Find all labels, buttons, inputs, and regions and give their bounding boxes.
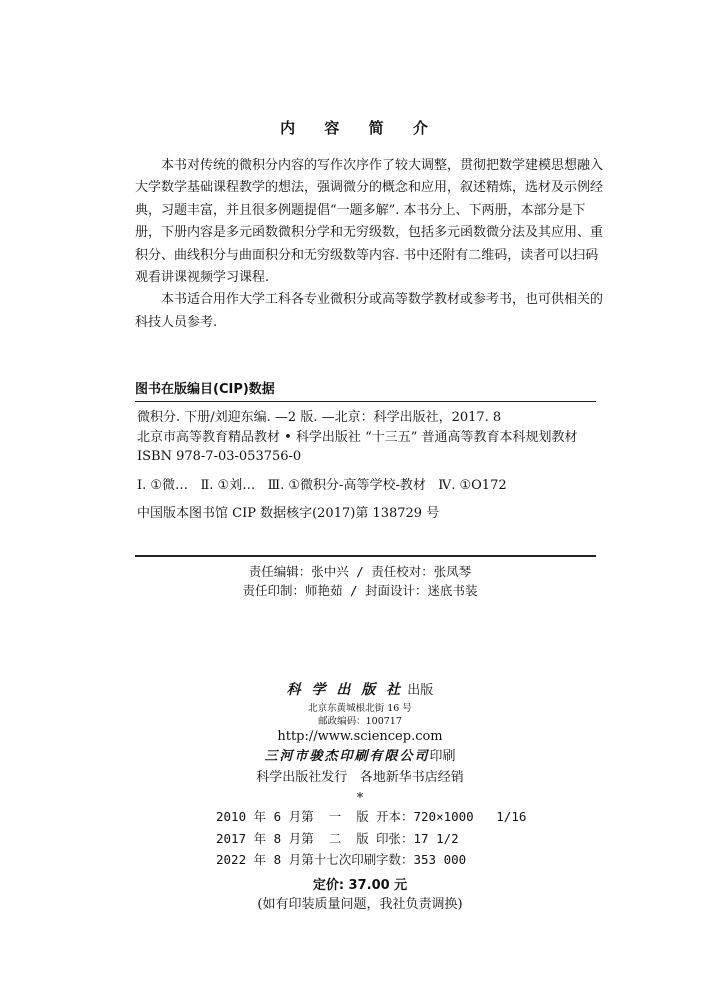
publisher-postcode: 邮政编码：100717 [318,715,402,727]
distribution-line: 科学出版社发行 各地新华书店经销 [256,769,464,785]
edition-date: 2010 年 6 月第 一 版 [216,809,369,824]
separator-star: * [356,790,364,806]
page-title: 内 容 简 介 [280,119,440,137]
edition-detail: 字数：353 000 [376,852,467,867]
edition-row [216,806,526,828]
cip-block [137,408,597,524]
edition-info [216,806,526,871]
publisher-block [0,683,720,806]
credits-editor-line: 责任编辑：张中兴 / 责任校对：张凤琴 [248,564,472,579]
cip-library-number: 中国版本图书馆 CIP 数据核字(2017)第 138729 号 [137,506,440,521]
cip-heading: 图书在版编目(CIP)数据 [135,382,275,397]
publisher-address: 北京东黄城根北街 16 号 [308,702,412,714]
publisher-name: 科 学 出 版 社 [286,682,404,698]
cip-series-line: 北京市高等教育精品教材 • 科学出版社 “十三五” 普通高等教育本科规划教材 [137,429,578,445]
price: 定价: 37.00 元 [312,878,408,893]
printer-name: 三河市骏杰印刷有限公司 [264,748,430,764]
edition-row [216,849,526,871]
edition-row [216,828,526,850]
cip-bottom-rule [135,555,596,557]
quality-notice: (如有印装质量问题，我社负责调换) [257,897,463,912]
cip-top-rule [135,401,596,402]
cip-isbn: ISBN 978-7-03-053756-0 [137,449,302,464]
printer-suffix: 印刷 [429,748,456,764]
editorial-credits [0,562,720,600]
credits-print-line: 责任印制：师艳茹 / 封面设计：迷底书装 [242,583,478,598]
publisher-suffix: 出版 [403,683,434,698]
publisher-url: http://www.sciencep.com [277,728,443,744]
cip-classification: Ⅰ. ①微… Ⅱ. ①刘… Ⅲ. ①微积分-高等学校-教材 Ⅳ. ①O172 [137,477,507,493]
summary-paragraph: 本书适合用作大学工科各专业微积分或高等数学教材或参考书，也可供相关的科技人员参考. [135,292,604,330]
edition-date: 2017 年 8 月第 二 版 [216,830,369,846]
edition-date: 2022 年 8 月第十七次印刷 [216,852,377,867]
summary-paragraph: 本书对传统的微积分内容的写作次序作了较大调整，贯彻把数学建模思想融入大学数学基础课程教学的想法，强调微分的概念和应用，叙述精炼，选材及示例经典，习题丰富，并且很多例题提倡“一题多解”. 本书分上、下两册，本部分是下册，下册内容是多元函数微积分学和无穷级数，包括多元函数微分法及其应用、重积分、曲线积分与曲面积分和无穷级数等内容. 书中还附有二维码，读者可以扫码观看讲课视频学习课程. [135,158,604,286]
edition-detail: 开本：720×1000 1/16 [376,809,527,824]
content-summary [135,155,605,334]
edition-detail: 印张：17 1/2 [376,830,459,846]
cip-title-line: 微积分. 下册/刘迎东编. —2 版. —北京：科学出版社，2017. 8 [137,410,502,425]
